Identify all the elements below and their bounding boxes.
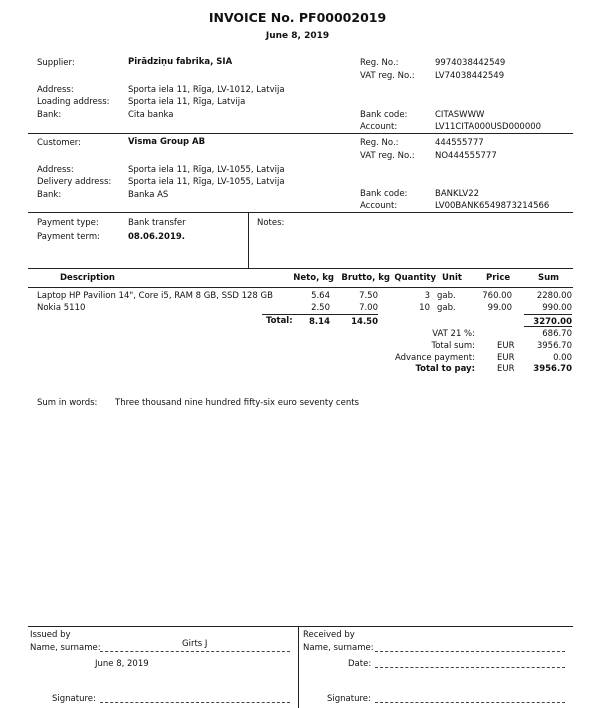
advance-amount: 0.00 xyxy=(553,353,572,363)
row-unit: gab. xyxy=(437,303,456,313)
supplier-address: Sporta iela 11, Rīga, LV-1012, Latvija xyxy=(128,85,285,95)
col-sum: Sum xyxy=(538,273,560,283)
supplier-address-label: Address: xyxy=(37,85,74,95)
currency: EUR xyxy=(497,341,515,351)
row-price: 99.00 xyxy=(487,303,512,313)
row-neto: 2.50 xyxy=(311,303,330,313)
payment-type-label: Payment type: xyxy=(37,218,99,228)
customer-name: Visma Group AB xyxy=(128,137,206,147)
issuer-name-line xyxy=(100,651,290,652)
customer-bank: Banka AS xyxy=(128,190,169,200)
customer-bankcode: BANKLV22 xyxy=(435,189,480,199)
row-price: 760.00 xyxy=(482,291,512,301)
divider xyxy=(28,268,573,269)
col-brutto: Brutto, kg xyxy=(341,273,390,283)
words-text: Three thousand nine hundred fifty-six euro seventy cents xyxy=(115,398,359,408)
payment-term: 08.06.2019. xyxy=(128,232,186,242)
receiver-date-line xyxy=(375,667,565,668)
customer-delivery: Sporta iela 11, Rīga, LV-1055, Latvija xyxy=(128,177,285,187)
customer-reg-label: Reg. No.: xyxy=(360,138,399,148)
notes-label: Notes: xyxy=(257,218,285,228)
vat-amount: 686.70 xyxy=(542,329,572,339)
issuer-name-label: Name, surname: xyxy=(30,643,101,653)
vat-label: VAT 21 %: xyxy=(432,329,475,339)
col-price: Price xyxy=(486,273,511,283)
row-quantity: 10 xyxy=(419,303,430,313)
divider xyxy=(524,314,572,315)
total-sum: 3270.00 xyxy=(533,317,572,327)
supplier-bank-label: Bank: xyxy=(37,110,62,120)
row-sum: 2280.00 xyxy=(536,291,572,301)
col-description: Description xyxy=(60,273,115,283)
supplier-label: Supplier: xyxy=(37,58,75,68)
words-label: Sum in words: xyxy=(37,398,98,408)
supplier-loading-label: Loading address: xyxy=(37,97,110,107)
total-sum-amount: 3956.70 xyxy=(536,341,572,351)
customer-label: Customer: xyxy=(37,138,82,148)
supplier-loading: Sporta iela 11, Rīga, Latvija xyxy=(128,97,246,107)
receiver-name-line xyxy=(375,651,565,652)
customer-bankcode-label: Bank code: xyxy=(360,189,408,199)
divider xyxy=(248,212,249,268)
payment-type: Bank transfer xyxy=(128,218,186,228)
issuer-signature-label: Signature: xyxy=(52,694,96,704)
to-pay-amount: 3956.70 xyxy=(533,364,572,374)
divider xyxy=(298,626,299,708)
supplier-bankcode-label: Bank code: xyxy=(360,110,408,120)
supplier-account: LV11CITA000USD000000 xyxy=(435,122,542,132)
supplier-account-label: Account: xyxy=(360,122,398,132)
customer-delivery-label: Delivery address: xyxy=(37,177,112,187)
row-description: Laptop HP Pavilion 14", Core i5, RAM 8 GB, SSD 128 GB xyxy=(37,291,273,301)
divider xyxy=(262,314,378,315)
col-quantity: Quantity xyxy=(394,273,436,283)
row-neto: 5.64 xyxy=(311,291,330,301)
customer-vat-label: VAT reg. No.: xyxy=(360,151,415,161)
row-quantity: 3 xyxy=(424,291,430,301)
col-unit: Unit xyxy=(442,273,462,283)
received-by-label: Received by xyxy=(303,630,355,640)
advance-label: Advance payment: xyxy=(394,353,475,363)
customer-bank-label: Bank: xyxy=(37,190,62,200)
total-label: Total: xyxy=(266,316,293,326)
customer-account: LV00BANK6549873214566 xyxy=(435,201,550,211)
issuer-name: Girts J xyxy=(182,639,208,649)
divider xyxy=(28,133,573,134)
row-brutto: 7.50 xyxy=(359,291,378,301)
invoice-title: INVOICE No. PF00002019 xyxy=(208,10,387,25)
to-pay-label: Total to pay: xyxy=(415,364,475,374)
customer-vat: NO444555777 xyxy=(435,151,497,161)
issued-by-label: Issued by xyxy=(30,630,71,640)
invoice-date: June 8, 2019 xyxy=(265,31,330,41)
divider xyxy=(28,626,573,627)
customer-account-label: Account: xyxy=(360,201,398,211)
customer-reg: 444555777 xyxy=(435,138,484,148)
supplier-vat-label: VAT reg. No.: xyxy=(360,71,415,81)
payment-term-label: Payment term: xyxy=(37,232,100,242)
supplier-vat: LV74038442549 xyxy=(435,71,505,81)
row-brutto: 7.00 xyxy=(359,303,378,313)
supplier-reg: 9974038442549 xyxy=(435,58,506,68)
row-description: Nokia 5110 xyxy=(37,303,86,313)
divider xyxy=(524,326,572,327)
supplier-bank: Cita banka xyxy=(128,110,174,120)
total-sum-label: Total sum: xyxy=(431,341,475,351)
customer-address: Sporta iela 11, Rīga, LV-1055, Latvija xyxy=(128,165,285,175)
receiver-signature-label: Signature: xyxy=(327,694,371,704)
row-sum: 990.00 xyxy=(542,303,572,313)
receiver-date-label: Date: xyxy=(348,659,372,669)
supplier-bankcode: CITASWWW xyxy=(435,110,485,120)
customer-address-label: Address: xyxy=(37,165,74,175)
issuer-signature-line xyxy=(100,702,290,703)
divider xyxy=(28,287,573,288)
supplier-name: Pirādziņu fabrika, SIA xyxy=(128,57,233,67)
col-neto: Neto, kg xyxy=(293,273,334,283)
divider xyxy=(28,212,573,213)
issued-date: June 8, 2019 xyxy=(95,659,149,669)
row-unit: gab. xyxy=(437,291,456,301)
currency: EUR xyxy=(497,353,515,363)
supplier-reg-label: Reg. No.: xyxy=(360,58,399,68)
total-neto: 8.14 xyxy=(309,317,330,327)
currency: EUR xyxy=(497,364,515,374)
total-brutto: 14.50 xyxy=(351,317,378,327)
receiver-name-label: Name, surname: xyxy=(303,643,374,653)
receiver-signature-line xyxy=(375,702,565,703)
